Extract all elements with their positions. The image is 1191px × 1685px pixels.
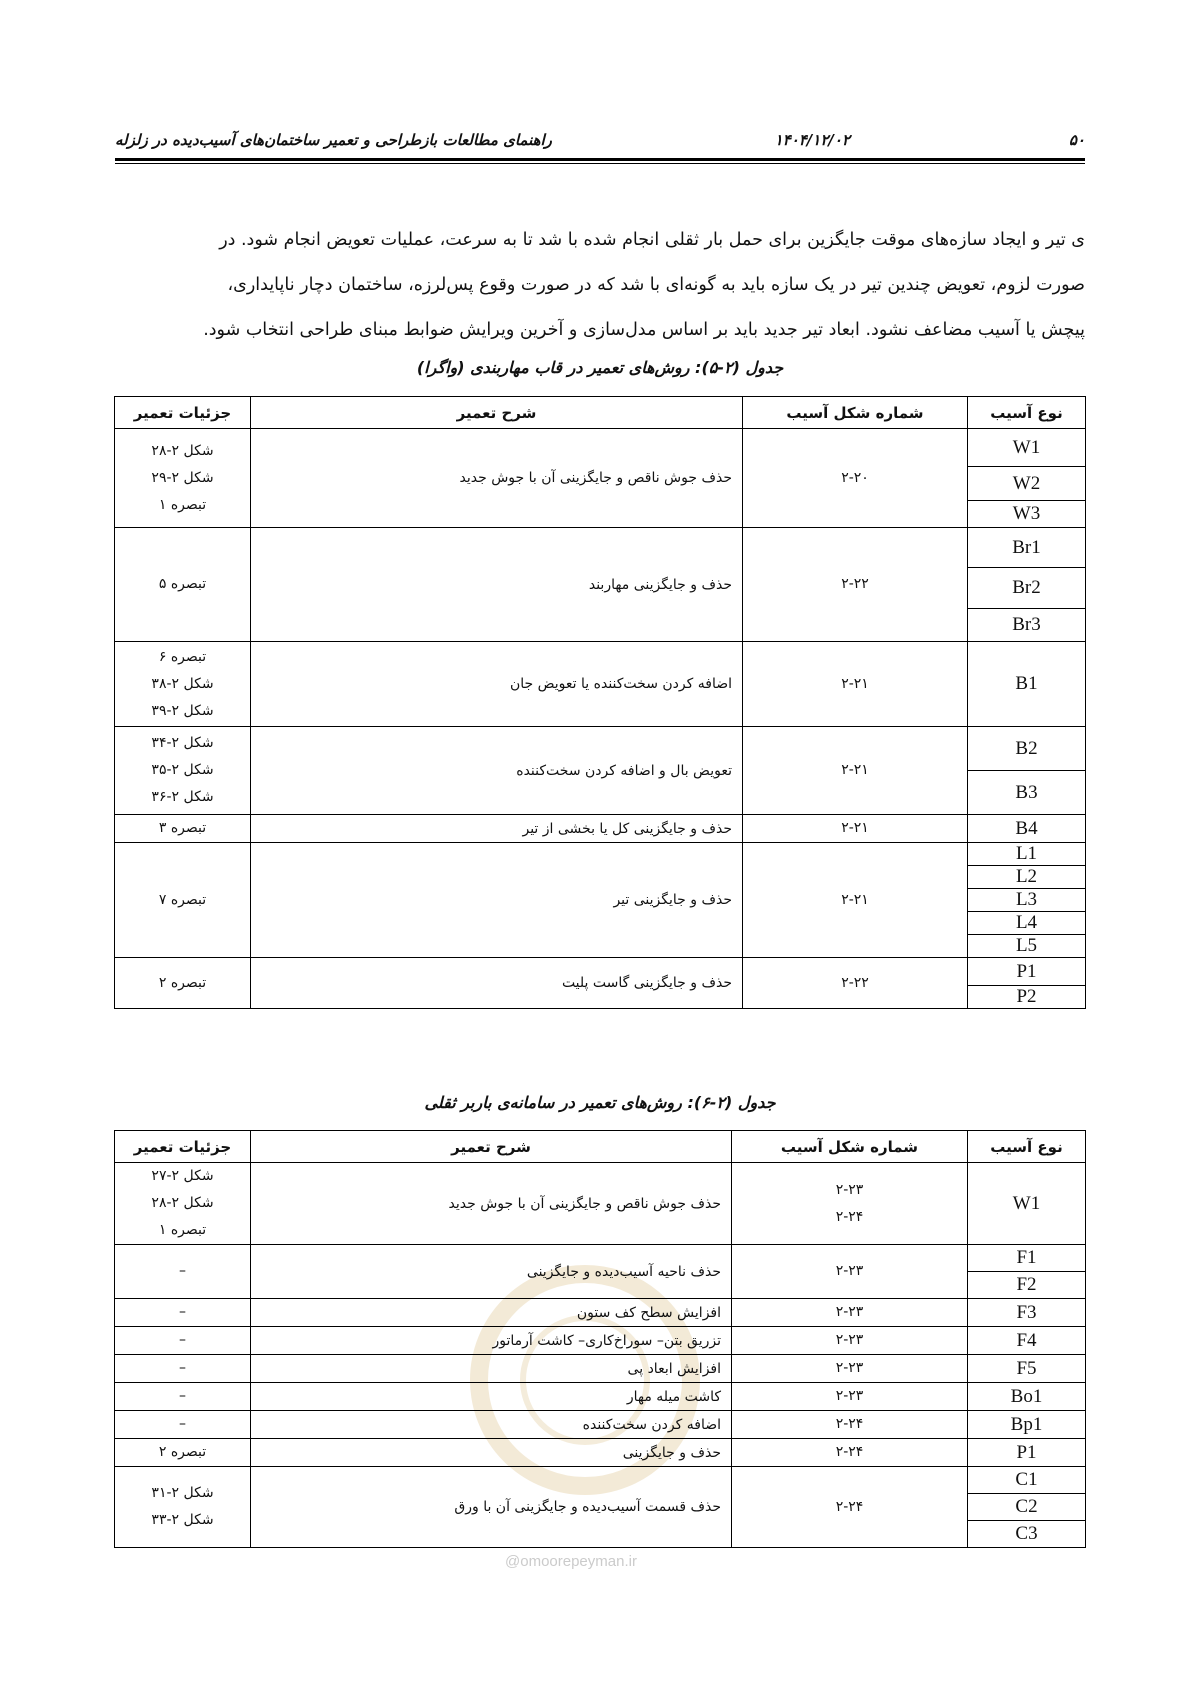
repair-detail: تبصره ۲ bbox=[158, 974, 207, 991]
repair-detail: شکل ۲-۳۵ bbox=[151, 762, 214, 778]
figure-number: ۲-۲۱ bbox=[841, 891, 869, 908]
figure-number: ۲-۲۰ bbox=[841, 469, 869, 486]
repair-details-cell bbox=[115, 815, 251, 843]
table-row bbox=[115, 1245, 1086, 1272]
repair-description-cell: حذف ناحیه آسیب‌دیده و جایگزینی bbox=[251, 1245, 732, 1299]
paragraph-line: ی تیر و ایجاد سازه‌های موقت جایگزین برای حمل بار ثقلی انجام شده با شد تا به سرعت، عملیات تعویض انجام شود. در bbox=[219, 230, 1085, 250]
figure-number-cell bbox=[732, 1245, 968, 1299]
table-row bbox=[115, 1411, 1086, 1439]
damage-type-cell: L2 bbox=[968, 866, 1086, 889]
figure-number: ۲-۲۴ bbox=[835, 1498, 864, 1515]
figure-number-cell bbox=[732, 1383, 968, 1411]
repair-detail: – bbox=[179, 1360, 186, 1376]
table2-header-desc: شرح تعمیر bbox=[251, 1131, 732, 1163]
table-row bbox=[115, 1327, 1086, 1355]
table2-header-fig: شماره شکل آسیب bbox=[732, 1131, 968, 1163]
repair-details-cell bbox=[115, 429, 251, 528]
repair-detail: تبصره ۱ bbox=[158, 496, 207, 513]
repair-details-cell bbox=[115, 843, 251, 958]
table1-header-desc: شرح تعمیر bbox=[251, 397, 743, 429]
header-date: ۱۴۰۴/۱۲/۰۲ bbox=[774, 131, 850, 149]
figure-number-cell bbox=[732, 1299, 968, 1327]
damage-type-cell: B4 bbox=[968, 815, 1086, 843]
page-number: ۵۰ bbox=[1068, 131, 1085, 149]
table-row bbox=[115, 642, 1086, 727]
damage-type-cell: B2 bbox=[968, 727, 1086, 771]
repair-detail: تبصره ۷ bbox=[158, 891, 207, 908]
repair-detail: تبصره ۲ bbox=[158, 1444, 207, 1460]
repair-description-cell: حذف و جایگزینی bbox=[251, 1439, 732, 1467]
repair-details-cell bbox=[115, 1383, 251, 1411]
figure-number: ۲-۲۳ bbox=[835, 1304, 864, 1320]
repair-description-cell: کاشت میله مهار bbox=[251, 1383, 732, 1411]
damage-type-cell: P2 bbox=[968, 986, 1086, 1009]
damage-type-cell: P1 bbox=[968, 1439, 1086, 1467]
repair-description-cell: اضافه کردن سخت‌کننده یا تعویض جان bbox=[251, 642, 743, 727]
damage-type-cell: W1 bbox=[968, 1163, 1086, 1245]
repair-detail: شکل ۲-۳۴ bbox=[151, 735, 214, 751]
table1-header-type: نوع آسیب bbox=[968, 397, 1086, 429]
repair-detail: شکل ۲-۳۸ bbox=[151, 675, 214, 692]
figure-number: ۲-۲۳ bbox=[835, 1332, 864, 1348]
damage-type-cell: F3 bbox=[968, 1299, 1086, 1327]
repair-detail: شکل ۲-۲۹ bbox=[151, 469, 214, 486]
table2-header-type: نوع آسیب bbox=[968, 1131, 1086, 1163]
repair-detail: – bbox=[179, 1388, 186, 1404]
repair-detail: شکل ۲-۳۳ bbox=[151, 1512, 214, 1528]
damage-type-cell: L4 bbox=[968, 912, 1086, 935]
table-row bbox=[115, 528, 1086, 568]
figure-number-cell bbox=[743, 429, 968, 528]
repair-details-cell bbox=[115, 958, 251, 1009]
header-title: راهنمای مطالعات بازطراحی و تعمیر ساختمان‌های آسیب‌دیده در زلزله bbox=[115, 131, 552, 149]
table1-header-fig: شماره شکل آسیب bbox=[743, 397, 968, 429]
table-row bbox=[115, 815, 1086, 843]
figure-number-cell bbox=[743, 958, 968, 1009]
table-row bbox=[115, 1467, 1086, 1494]
repair-detail: شکل ۲-۲۸ bbox=[151, 1195, 214, 1211]
damage-type-cell: F1 bbox=[968, 1245, 1086, 1272]
repair-description-cell: افزایش ابعاد پی bbox=[251, 1355, 732, 1383]
damage-type-cell: W2 bbox=[968, 467, 1086, 501]
repair-details-cell bbox=[115, 1163, 251, 1245]
header-rule bbox=[115, 158, 1085, 161]
repair-detail: شکل ۲-۲۸ bbox=[151, 442, 214, 459]
figure-number-cell bbox=[732, 1163, 968, 1245]
repair-detail: شکل ۲-۳۱ bbox=[151, 1485, 214, 1501]
figure-number-cell bbox=[743, 727, 968, 815]
figure-number-cell bbox=[743, 528, 968, 642]
table-row bbox=[115, 1439, 1086, 1467]
repair-details-cell bbox=[115, 1245, 251, 1299]
repair-description-cell: اضافه کردن سخت‌کننده bbox=[251, 1411, 732, 1439]
repair-details-cell bbox=[115, 1327, 251, 1355]
figure-number: ۲-۲۱ bbox=[841, 820, 869, 836]
paragraph-line: صورت لزوم، تعویض چندین تیر در یک سازه باید به گونه‌ای با شد که در صورت وقوع پس‌لرزه، ساختمان دچار ناپایداری، bbox=[227, 275, 1085, 295]
repair-detail: – bbox=[179, 1304, 186, 1320]
repair-description-cell: حذف و جایگزینی مهاربند bbox=[251, 528, 743, 642]
repair-description-cell: حذف و جایگزینی کل یا بخشی از تیر bbox=[251, 815, 743, 843]
table2-header-details: جزئیات تعمیر bbox=[115, 1131, 251, 1163]
header-rule-thin bbox=[115, 163, 1085, 164]
damage-type-cell: C1 bbox=[968, 1467, 1086, 1494]
repair-detail: – bbox=[179, 1416, 186, 1432]
repair-description-cell: حذف و جایگزینی گاست پلیت bbox=[251, 958, 743, 1009]
figure-number-cell bbox=[732, 1327, 968, 1355]
repair-detail: تبصره ۵ bbox=[158, 576, 207, 592]
table-row bbox=[115, 958, 1086, 986]
figure-number: ۲-۲۲ bbox=[841, 974, 869, 991]
figure-number: ۲-۲۴ bbox=[835, 1416, 864, 1432]
figure-number: ۲-۲۳ bbox=[835, 1263, 864, 1279]
repair-details-cell bbox=[115, 1355, 251, 1383]
table1 bbox=[114, 396, 1086, 1009]
damage-type-cell: F5 bbox=[968, 1355, 1086, 1383]
figure-number: ۲-۲۳ bbox=[835, 1181, 864, 1198]
damage-type-cell: C3 bbox=[968, 1521, 1086, 1548]
damage-type-cell: F4 bbox=[968, 1327, 1086, 1355]
table-row bbox=[115, 727, 1086, 771]
repair-details-cell bbox=[115, 1299, 251, 1327]
repair-details-cell bbox=[115, 1467, 251, 1548]
table2-caption: جدول (۲-۶): روش‌های تعمیر در سامانه‌ی باربر ثقلی bbox=[424, 1093, 776, 1112]
repair-description-cell: تعویض بال و اضافه کردن سخت‌کننده bbox=[251, 727, 743, 815]
damage-type-cell: Br3 bbox=[968, 609, 1086, 642]
damage-type-cell: Bo1 bbox=[968, 1383, 1086, 1411]
figure-number-cell bbox=[743, 843, 968, 958]
damage-type-cell: P1 bbox=[968, 958, 1086, 986]
repair-description-cell: حذف جوش ناقص و جایگزینی آن با جوش جدید bbox=[251, 1163, 732, 1245]
table-row bbox=[115, 1163, 1086, 1245]
repair-detail: تبصره ۱ bbox=[158, 1222, 207, 1238]
damage-type-cell: C2 bbox=[968, 1494, 1086, 1521]
repair-description-cell: حذف قسمت آسیب‌دیده و جایگزینی آن با ورق bbox=[251, 1467, 732, 1548]
watermark-text: @omoorepeyman.ir bbox=[505, 1553, 637, 1570]
damage-type-cell: Br2 bbox=[968, 568, 1086, 609]
damage-type-cell: L1 bbox=[968, 843, 1086, 866]
damage-type-cell: F2 bbox=[968, 1272, 1086, 1299]
table-row bbox=[115, 1299, 1086, 1327]
table-row bbox=[115, 1355, 1086, 1383]
repair-details-cell bbox=[115, 1439, 251, 1467]
repair-detail: – bbox=[179, 1332, 186, 1348]
repair-details-cell bbox=[115, 727, 251, 815]
figure-number: ۲-۲۲ bbox=[841, 576, 869, 592]
figure-number-cell bbox=[743, 642, 968, 727]
damage-type-cell: Bp1 bbox=[968, 1411, 1086, 1439]
damage-type-cell: L3 bbox=[968, 889, 1086, 912]
figure-number: ۲-۲۴ bbox=[835, 1444, 864, 1460]
table-row bbox=[115, 843, 1086, 866]
figure-number: ۲-۲۳ bbox=[835, 1360, 864, 1376]
damage-type-cell: B3 bbox=[968, 771, 1086, 815]
figure-number-cell bbox=[732, 1355, 968, 1383]
repair-description-cell: تزریق بتن– سوراخ‌کاری– کاشت آرماتور bbox=[251, 1327, 732, 1355]
paragraph-line: پیچش یا آسیب مضاعف نشود. ابعاد تیر جدید باید بر اساس مدل‌سازی و آخرین ویرایش ضوابط مبنای طراحی انتخاب شود. bbox=[203, 320, 1085, 340]
repair-details-cell bbox=[115, 642, 251, 727]
body-paragraph bbox=[115, 218, 1085, 353]
table-row bbox=[115, 1383, 1086, 1411]
repair-detail: تبصره ۳ bbox=[158, 820, 207, 836]
figure-number: ۲-۲۱ bbox=[841, 675, 869, 692]
repair-description-cell: افزایش سطح کف ستون bbox=[251, 1299, 732, 1327]
repair-description-cell: حذف و جایگزینی تیر bbox=[251, 843, 743, 958]
figure-number: ۲-۲۱ bbox=[841, 762, 869, 778]
figure-number-cell bbox=[732, 1439, 968, 1467]
repair-description-cell: حذف جوش ناقص و جایگزینی آن با جوش جدید bbox=[251, 429, 743, 528]
table2 bbox=[114, 1130, 1086, 1548]
damage-type-cell: B1 bbox=[968, 642, 1086, 727]
table1-caption: جدول (۲-۵): روش‌های تعمیر در قاب مهاربندی (واگرا) bbox=[416, 358, 784, 377]
damage-type-cell: Br1 bbox=[968, 528, 1086, 568]
repair-detail: شکل ۲-۲۷ bbox=[151, 1168, 214, 1184]
damage-type-cell: W3 bbox=[968, 501, 1086, 528]
page-header bbox=[115, 131, 1085, 159]
table-row bbox=[115, 429, 1086, 467]
figure-number-cell bbox=[732, 1467, 968, 1548]
repair-detail: – bbox=[179, 1263, 186, 1279]
figure-number-cell bbox=[743, 815, 968, 843]
repair-detail: شکل ۲-۳۶ bbox=[151, 789, 214, 805]
figure-number: ۲-۲۴ bbox=[835, 1208, 864, 1225]
figure-number-cell bbox=[732, 1411, 968, 1439]
repair-details-cell bbox=[115, 528, 251, 642]
repair-detail: تبصره ۶ bbox=[158, 648, 207, 665]
table1-header-details: جزئیات تعمیر bbox=[115, 397, 251, 429]
figure-number: ۲-۲۳ bbox=[835, 1388, 864, 1404]
repair-details-cell bbox=[115, 1411, 251, 1439]
damage-type-cell: L5 bbox=[968, 935, 1086, 958]
damage-type-cell: W1 bbox=[968, 429, 1086, 467]
repair-detail: شکل ۲-۳۹ bbox=[151, 702, 214, 719]
